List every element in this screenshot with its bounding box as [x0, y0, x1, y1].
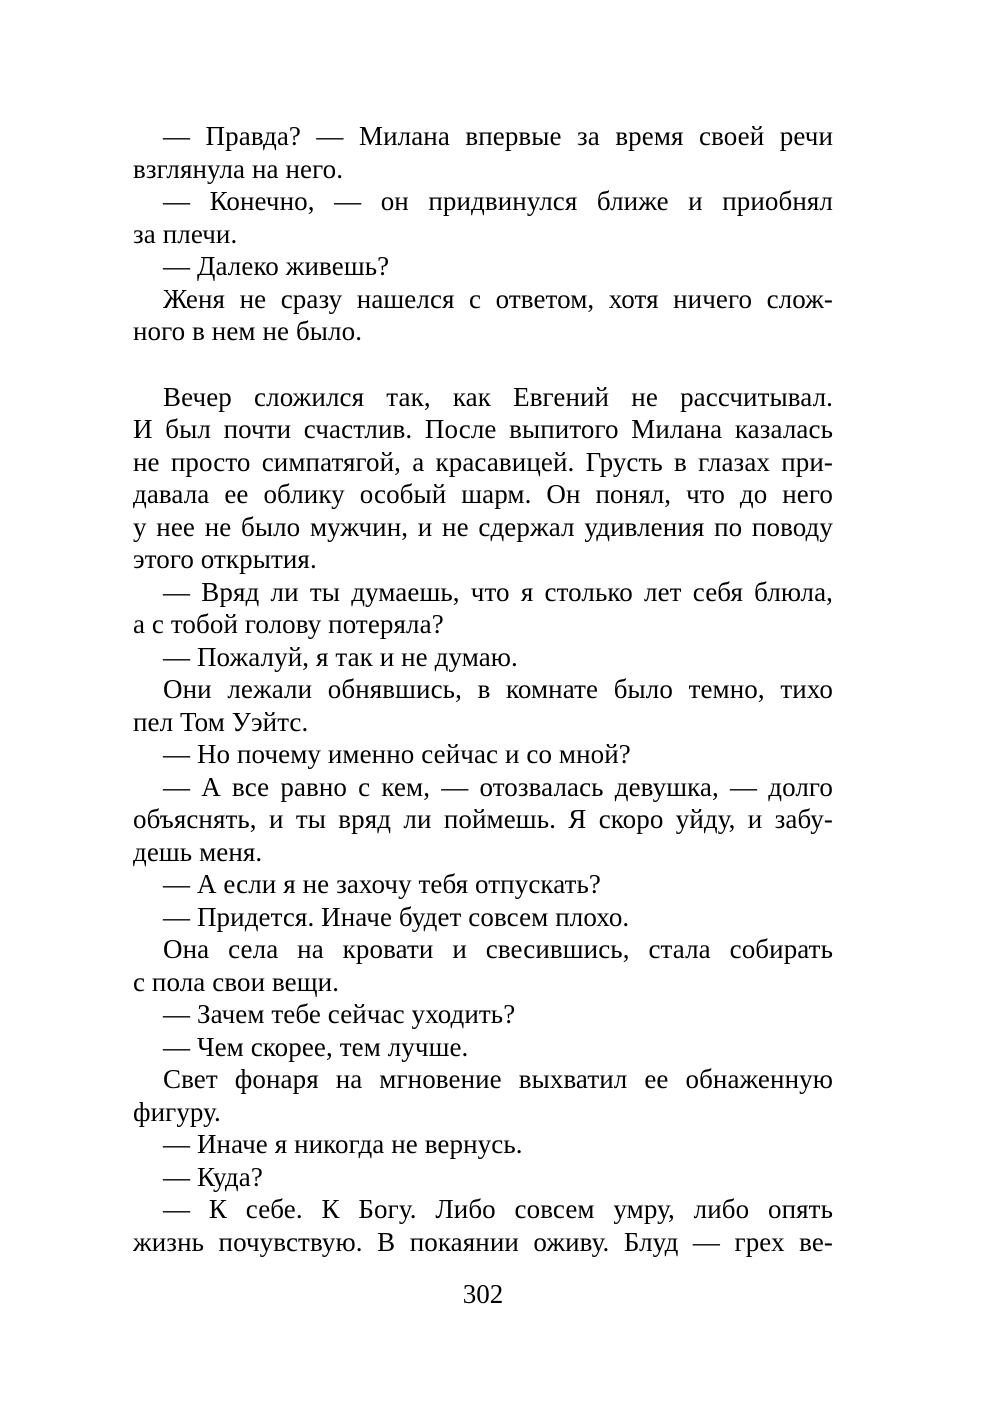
- text-line: Вечер сложился так, как Евгений не рассчитывал.: [163, 381, 833, 412]
- page-text: [133, 120, 833, 1258]
- text-line: не просто симпатягой, а красавицей. Грусть в глазах при-: [133, 446, 833, 477]
- text-line: — К себе. К Богу. Либо совсем умру, либо опять: [163, 1194, 833, 1224]
- text-line: пел Том Уэйтс.: [133, 706, 309, 737]
- text-line: — Конечно, — он придвинулся ближе и приобнял: [163, 186, 833, 216]
- text-line: Свет фонаря на мгновение выхватил ее обнаженную: [163, 1064, 833, 1094]
- text-line: жизнь почувствую. В покаянии оживу. Блуд — грех ве-: [133, 1226, 833, 1257]
- text-line: а с тобой голову потеряла?: [133, 609, 444, 639]
- text-line: — Но почему именно сейчас и со мной?: [163, 739, 631, 769]
- text-line: взглянула на него.: [133, 153, 344, 184]
- text-line: Она села на кровати и свесившись, стала собирать: [163, 934, 833, 964]
- text-line: — А все равно с кем, — отозвалась девушка, — долго: [163, 771, 833, 802]
- text-line: фигуру.: [133, 1096, 221, 1127]
- text-line: — Иначе я никогда не вернусь.: [163, 1129, 523, 1159]
- text-line: — Придется. Иначе будет совсем плохо.: [163, 901, 630, 932]
- text-line: — Куда?: [163, 1161, 263, 1192]
- text-line: с пола свои вещи.: [133, 966, 340, 997]
- text-line: дешь меня.: [133, 836, 263, 867]
- text-line: объяснять, и ты вряд ли поймешь. Я скоро уйду, и забу-: [133, 804, 833, 834]
- text-line: — Далеко живешь?: [163, 251, 390, 281]
- text-line: за плечи.: [133, 218, 238, 249]
- text-line: — А если я не захочу тебя отпускать?: [163, 869, 601, 899]
- text-line: — Зачем тебе сейчас уходить?: [163, 999, 516, 1029]
- text-line: — Правда? — Милана впервые за время своей речи: [163, 121, 833, 151]
- text-line: давала ее облику особый шарм. Он понял, что до него: [133, 479, 833, 509]
- text-line: Они лежали обнявшись, в комнате было темно, тихо: [163, 674, 833, 704]
- text-line: И был почти счастлив. После выпитого Милана казалась: [133, 414, 833, 444]
- text-line: — Вряд ли ты думаешь, что я столько лет себя блюла,: [163, 576, 833, 607]
- text-line: этого открытия.: [133, 544, 317, 574]
- text-line: Женя не сразу нашелся с ответом, хотя ничего слож-: [163, 283, 833, 314]
- text-line: — Пожалуй, я так и не думаю.: [163, 641, 518, 672]
- text-line: у нее не было мужчин, и не сдержал удивления по поводу: [133, 511, 833, 542]
- page-number: 302: [462, 1279, 504, 1309]
- text-line: — Чем скорее, тем лучше.: [163, 1031, 469, 1062]
- text-line: ного в нем не было.: [133, 316, 363, 346]
- paragraph-break: [133, 348, 833, 381]
